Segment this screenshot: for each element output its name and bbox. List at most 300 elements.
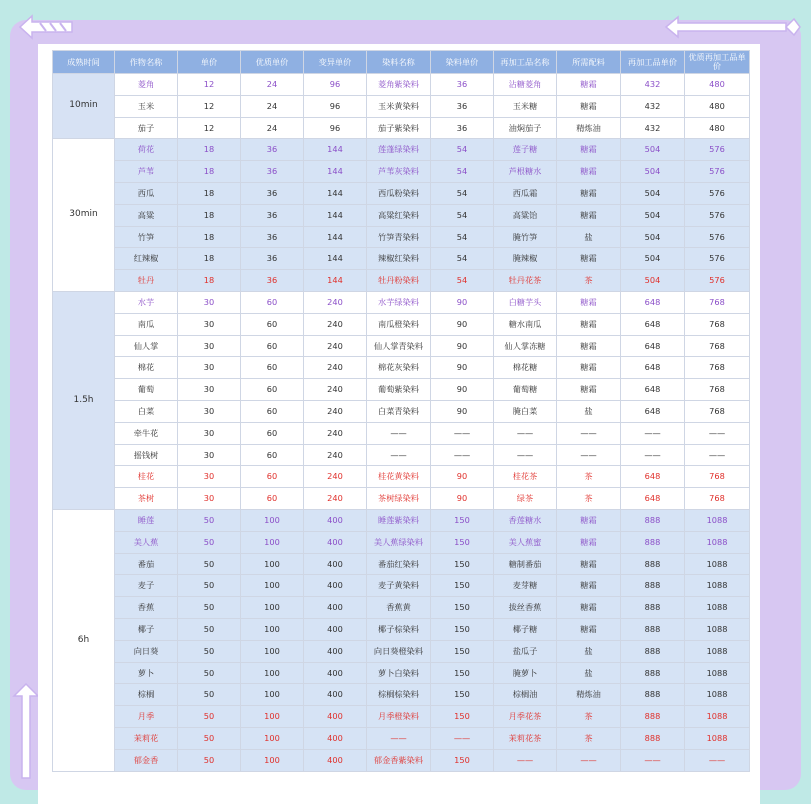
- table-cell: 竹笋: [115, 226, 178, 248]
- table-cell: 30: [178, 379, 241, 401]
- table-cell: 90: [431, 400, 494, 422]
- table-row: [53, 531, 750, 553]
- table-cell: 90: [431, 313, 494, 335]
- table-cell: 100: [241, 575, 304, 597]
- table-cell: 糖霜: [557, 379, 621, 401]
- table-cell: 糖霜: [557, 182, 621, 204]
- table-cell: 芦苇: [115, 161, 178, 183]
- table-cell: 葡萄紫染料: [367, 379, 431, 401]
- table-cell: 椰子糖: [494, 618, 557, 640]
- table-cell: 50: [178, 553, 241, 575]
- table-cell: 888: [621, 553, 685, 575]
- table-cell: 768: [685, 357, 750, 379]
- table-row: [53, 509, 750, 531]
- table-cell: 54: [431, 182, 494, 204]
- table-cell: 盐: [557, 662, 621, 684]
- table-cell: 30: [178, 335, 241, 357]
- table-cell: 1088: [685, 662, 750, 684]
- table-row: [53, 618, 750, 640]
- table-cell: 30: [178, 291, 241, 313]
- maturity-time-cell: 30min: [53, 139, 115, 292]
- header-cell: 再加工品单价: [621, 51, 685, 74]
- table-cell: ——: [557, 749, 621, 771]
- table-cell: 24: [241, 74, 304, 96]
- table-cell: 水芋: [115, 291, 178, 313]
- table-cell: 高粱: [115, 204, 178, 226]
- table-cell: 60: [241, 291, 304, 313]
- table-cell: 茶: [557, 706, 621, 728]
- table-cell: 桂花黄染料: [367, 466, 431, 488]
- table-cell: 432: [621, 117, 685, 139]
- table-cell: 白糖芋头: [494, 291, 557, 313]
- table-cell: 144: [304, 139, 367, 161]
- table-row: [53, 335, 750, 357]
- table-cell: 棉花: [115, 357, 178, 379]
- table-cell: 辣椒红染料: [367, 248, 431, 270]
- table-cell: 高粱红染料: [367, 204, 431, 226]
- table-cell: 睡莲紫染料: [367, 509, 431, 531]
- table-cell: 50: [178, 640, 241, 662]
- table-cell: 60: [241, 444, 304, 466]
- table-cell: ——: [685, 422, 750, 444]
- table-row: [53, 313, 750, 335]
- table-cell: 150: [431, 553, 494, 575]
- table-cell: 504: [621, 182, 685, 204]
- table-cell: 400: [304, 553, 367, 575]
- table-row: [53, 74, 750, 96]
- table-cell: 150: [431, 749, 494, 771]
- table-cell: 12: [178, 117, 241, 139]
- table-cell: 504: [621, 270, 685, 292]
- table-cell: 睡莲: [115, 509, 178, 531]
- table-cell: 54: [431, 139, 494, 161]
- table-cell: 768: [685, 313, 750, 335]
- table-cell: 400: [304, 727, 367, 749]
- table-cell: 玉米糖: [494, 95, 557, 117]
- table-cell: 36: [241, 182, 304, 204]
- table-cell: 南瓜橙染料: [367, 313, 431, 335]
- table-cell: 400: [304, 597, 367, 619]
- table-row: [53, 161, 750, 183]
- table-row: [53, 182, 750, 204]
- table-cell: 糖霜: [557, 139, 621, 161]
- table-cell: ——: [494, 422, 557, 444]
- table-cell: 400: [304, 531, 367, 553]
- table-cell: 768: [685, 400, 750, 422]
- table-cell: 60: [241, 400, 304, 422]
- table-row: [53, 466, 750, 488]
- table-cell: 腌竹笋: [494, 226, 557, 248]
- table-cell: 茶树绿染料: [367, 488, 431, 510]
- table-cell: 888: [621, 618, 685, 640]
- table-cell: ——: [431, 422, 494, 444]
- table-cell: ——: [367, 444, 431, 466]
- table-cell: 1088: [685, 727, 750, 749]
- table-cell: 576: [685, 139, 750, 161]
- table-cell: 100: [241, 618, 304, 640]
- table-cell: 月季花茶: [494, 706, 557, 728]
- table-row: [53, 553, 750, 575]
- table-cell: 茶: [557, 727, 621, 749]
- table-cell: 番茄红染料: [367, 553, 431, 575]
- table-cell: 牵牛花: [115, 422, 178, 444]
- table-cell: ——: [621, 422, 685, 444]
- table-cell: 90: [431, 488, 494, 510]
- table-cell: 60: [241, 422, 304, 444]
- table-cell: 60: [241, 357, 304, 379]
- table-cell: 240: [304, 466, 367, 488]
- table-cell: 888: [621, 706, 685, 728]
- table-cell: 150: [431, 531, 494, 553]
- table-cell: 摇钱树: [115, 444, 178, 466]
- table-cell: ——: [494, 749, 557, 771]
- header-cell: 单价: [178, 51, 241, 74]
- table-cell: 萝卜白染料: [367, 662, 431, 684]
- table-cell: 30: [178, 357, 241, 379]
- table-cell: 36: [431, 74, 494, 96]
- table-row: [53, 575, 750, 597]
- table-cell: 莲子糖: [494, 139, 557, 161]
- arrow-decoration-top-right-icon: [662, 14, 802, 40]
- table-cell: 西瓜: [115, 182, 178, 204]
- table-cell: 50: [178, 749, 241, 771]
- table-cell: 150: [431, 640, 494, 662]
- table-cell: 90: [431, 291, 494, 313]
- table-row: [53, 444, 750, 466]
- table-cell: 90: [431, 379, 494, 401]
- table-cell: 54: [431, 248, 494, 270]
- table-row: [53, 117, 750, 139]
- arrow-decoration-top-left-icon: [14, 14, 76, 40]
- table-row: [53, 684, 750, 706]
- table-cell: 24: [241, 95, 304, 117]
- table-cell: 茉莉花茶: [494, 727, 557, 749]
- table-cell: 96: [304, 74, 367, 96]
- table-cell: 红辣椒: [115, 248, 178, 270]
- table-cell: 240: [304, 400, 367, 422]
- table-cell: 茉莉花: [115, 727, 178, 749]
- table-cell: 36: [431, 95, 494, 117]
- table-cell: 54: [431, 204, 494, 226]
- table-cell: 茶树: [115, 488, 178, 510]
- table-cell: 糖霜: [557, 509, 621, 531]
- table-cell: 菱角: [115, 74, 178, 96]
- table-cell: 12: [178, 74, 241, 96]
- table-cell: 糖霜: [557, 618, 621, 640]
- table-cell: 芦苇灰染料: [367, 161, 431, 183]
- table-cell: 648: [621, 313, 685, 335]
- table-cell: 50: [178, 509, 241, 531]
- table-cell: 648: [621, 466, 685, 488]
- table-cell: 768: [685, 466, 750, 488]
- table-cell: 糖霜: [557, 74, 621, 96]
- header-cell: 优质再加工品单价: [685, 51, 750, 74]
- table-cell: 芦根糖水: [494, 161, 557, 183]
- table-row: [53, 95, 750, 117]
- table-cell: 麦芽糖: [494, 575, 557, 597]
- table-cell: 茄子: [115, 117, 178, 139]
- table-cell: 150: [431, 597, 494, 619]
- table-cell: 12: [178, 95, 241, 117]
- table-cell: 糖霜: [557, 95, 621, 117]
- table-cell: 18: [178, 182, 241, 204]
- table-cell: 60: [241, 379, 304, 401]
- table-cell: 麦子黄染料: [367, 575, 431, 597]
- table-cell: 牡丹粉染料: [367, 270, 431, 292]
- table-cell: 水芋绿染料: [367, 291, 431, 313]
- table-cell: 30: [178, 422, 241, 444]
- table-cell: ——: [685, 749, 750, 771]
- table-cell: 150: [431, 618, 494, 640]
- table-cell: 400: [304, 509, 367, 531]
- table-cell: 54: [431, 161, 494, 183]
- table-cell: 糖霜: [557, 313, 621, 335]
- table-cell: 荷花: [115, 139, 178, 161]
- table-cell: 888: [621, 509, 685, 531]
- table-cell: 糖霜: [557, 335, 621, 357]
- table-cell: 白菜: [115, 400, 178, 422]
- table-cell: 桂花茶: [494, 466, 557, 488]
- table-row: [53, 270, 750, 292]
- table-cell: 150: [431, 575, 494, 597]
- table-cell: ——: [431, 444, 494, 466]
- table-cell: 36: [431, 117, 494, 139]
- table-cell: 648: [621, 291, 685, 313]
- table-cell: 150: [431, 684, 494, 706]
- header-cell: 优质单价: [241, 51, 304, 74]
- table-cell: 1088: [685, 618, 750, 640]
- table-cell: 54: [431, 226, 494, 248]
- table-cell: 麦子: [115, 575, 178, 597]
- table-cell: 西瓜粉染料: [367, 182, 431, 204]
- table-cell: 504: [621, 226, 685, 248]
- table-cell: 向日葵: [115, 640, 178, 662]
- table-row: [53, 226, 750, 248]
- table-cell: 432: [621, 95, 685, 117]
- table-cell: 香蕉: [115, 597, 178, 619]
- table-cell: 100: [241, 662, 304, 684]
- table-row: [53, 706, 750, 728]
- table-cell: 糖霜: [557, 531, 621, 553]
- table-cell: 504: [621, 248, 685, 270]
- table-cell: 150: [431, 706, 494, 728]
- table-cell: 60: [241, 488, 304, 510]
- table-cell: 50: [178, 531, 241, 553]
- table-cell: 576: [685, 248, 750, 270]
- table-cell: 648: [621, 400, 685, 422]
- table-cell: 糖霜: [557, 291, 621, 313]
- table-cell: 60: [241, 313, 304, 335]
- maturity-time-cell: 10min: [53, 74, 115, 139]
- table-cell: 36: [241, 270, 304, 292]
- table-cell: 100: [241, 684, 304, 706]
- table-cell: 茄子紫染料: [367, 117, 431, 139]
- table-cell: 100: [241, 509, 304, 531]
- table-cell: 月季橙染料: [367, 706, 431, 728]
- table-cell: 240: [304, 444, 367, 466]
- table-cell: 香蕉黄: [367, 597, 431, 619]
- table-row: [53, 379, 750, 401]
- table-cell: 糖霜: [557, 204, 621, 226]
- table-cell: 18: [178, 204, 241, 226]
- table-cell: 90: [431, 466, 494, 488]
- table-cell: 桂花: [115, 466, 178, 488]
- header-row: [53, 51, 750, 74]
- table-cell: 648: [621, 379, 685, 401]
- table-cell: 36: [241, 248, 304, 270]
- table-cell: 18: [178, 226, 241, 248]
- table-cell: 36: [241, 204, 304, 226]
- table-body: [53, 74, 750, 772]
- table-cell: 仙人掌冻糖: [494, 335, 557, 357]
- table-cell: 50: [178, 727, 241, 749]
- table-cell: 1088: [685, 575, 750, 597]
- table-cell: 精炼油: [557, 684, 621, 706]
- table-cell: 仙人掌: [115, 335, 178, 357]
- table-cell: 576: [685, 270, 750, 292]
- table-cell: 郁金香: [115, 749, 178, 771]
- table-cell: 100: [241, 553, 304, 575]
- table-cell: 24: [241, 117, 304, 139]
- table-cell: 60: [241, 335, 304, 357]
- table-cell: 糖霜: [557, 357, 621, 379]
- header-cell: 成熟时间: [53, 51, 115, 74]
- table-cell: 400: [304, 749, 367, 771]
- header-cell: 再加工品名称: [494, 51, 557, 74]
- table-cell: 1088: [685, 597, 750, 619]
- table-cell: 480: [685, 74, 750, 96]
- table-cell: 888: [621, 684, 685, 706]
- table-cell: 768: [685, 335, 750, 357]
- table-cell: 144: [304, 248, 367, 270]
- table-cell: 椰子: [115, 618, 178, 640]
- table-cell: 480: [685, 117, 750, 139]
- table-cell: 棕榈油: [494, 684, 557, 706]
- table-cell: 美人蕉绿染料: [367, 531, 431, 553]
- table-cell: 768: [685, 488, 750, 510]
- table-cell: 18: [178, 248, 241, 270]
- table-cell: 白菜青染料: [367, 400, 431, 422]
- table-cell: 432: [621, 74, 685, 96]
- table-cell: 南瓜: [115, 313, 178, 335]
- table-cell: 504: [621, 161, 685, 183]
- maturity-time-cell: 6h: [53, 509, 115, 771]
- table-cell: 36: [241, 161, 304, 183]
- table-cell: 美人蕉: [115, 531, 178, 553]
- table-cell: 30: [178, 488, 241, 510]
- table-cell: ——: [621, 444, 685, 466]
- table-cell: 盐: [557, 226, 621, 248]
- table-row: [53, 400, 750, 422]
- table-cell: 仙人掌青染料: [367, 335, 431, 357]
- table-cell: 50: [178, 706, 241, 728]
- table-cell: 648: [621, 357, 685, 379]
- table-cell: 盐瓜子: [494, 640, 557, 662]
- table-cell: 糖霜: [557, 575, 621, 597]
- table-cell: 504: [621, 204, 685, 226]
- table-cell: 糖水南瓜: [494, 313, 557, 335]
- table-row: [53, 597, 750, 619]
- table-cell: 1088: [685, 553, 750, 575]
- header-cell: 变异单价: [304, 51, 367, 74]
- table-cell: 葡萄糖: [494, 379, 557, 401]
- header-cell: 所需配料: [557, 51, 621, 74]
- table-cell: 盐: [557, 400, 621, 422]
- table-cell: 糖霜: [557, 597, 621, 619]
- table-row: [53, 727, 750, 749]
- table-cell: 1088: [685, 706, 750, 728]
- header-cell: 染料单价: [431, 51, 494, 74]
- table-cell: ——: [621, 749, 685, 771]
- table-cell: 144: [304, 270, 367, 292]
- table-cell: 50: [178, 684, 241, 706]
- table-cell: 30: [178, 313, 241, 335]
- header-cell: 染料名称: [367, 51, 431, 74]
- table-cell: 牡丹: [115, 270, 178, 292]
- table-cell: 1088: [685, 684, 750, 706]
- table-cell: 菱角紫染料: [367, 74, 431, 96]
- table-cell: 油焖茄子: [494, 117, 557, 139]
- table-cell: 番茄: [115, 553, 178, 575]
- table-cell: 郁金香紫染料: [367, 749, 431, 771]
- table-cell: 144: [304, 161, 367, 183]
- table-cell: 30: [178, 466, 241, 488]
- table-cell: 腌白菜: [494, 400, 557, 422]
- table-cell: 96: [304, 95, 367, 117]
- table-cell: 100: [241, 749, 304, 771]
- table-row: [53, 248, 750, 270]
- table-cell: 90: [431, 335, 494, 357]
- table-cell: 100: [241, 640, 304, 662]
- table-cell: 888: [621, 531, 685, 553]
- table-cell: 葡萄: [115, 379, 178, 401]
- table-cell: 100: [241, 706, 304, 728]
- header-cell: 作物名称: [115, 51, 178, 74]
- table-cell: 18: [178, 161, 241, 183]
- table-cell: 精炼油: [557, 117, 621, 139]
- table-cell: 盐: [557, 640, 621, 662]
- table-cell: 888: [621, 662, 685, 684]
- table-cell: 888: [621, 727, 685, 749]
- table-row: [53, 204, 750, 226]
- maturity-time-cell: 1.5h: [53, 291, 115, 509]
- table-cell: 400: [304, 618, 367, 640]
- table-cell: 竹笋青染料: [367, 226, 431, 248]
- table-cell: ——: [685, 444, 750, 466]
- table-cell: 240: [304, 313, 367, 335]
- table-cell: 1088: [685, 640, 750, 662]
- table-cell: 54: [431, 270, 494, 292]
- table-cell: 棉花糖: [494, 357, 557, 379]
- table-row: [53, 422, 750, 444]
- table-cell: 香莲糖水: [494, 509, 557, 531]
- table-cell: 400: [304, 575, 367, 597]
- table-row: [53, 640, 750, 662]
- table-cell: ——: [557, 422, 621, 444]
- table-cell: 60: [241, 466, 304, 488]
- table-cell: 400: [304, 684, 367, 706]
- table-cell: 36: [241, 226, 304, 248]
- table-cell: 768: [685, 379, 750, 401]
- table-cell: 50: [178, 618, 241, 640]
- table-row: [53, 662, 750, 684]
- table-cell: 棕榈: [115, 684, 178, 706]
- table-cell: 椰子棕染料: [367, 618, 431, 640]
- table-card: [38, 44, 760, 804]
- table-cell: 绿茶: [494, 488, 557, 510]
- table-cell: 400: [304, 662, 367, 684]
- table-cell: 888: [621, 575, 685, 597]
